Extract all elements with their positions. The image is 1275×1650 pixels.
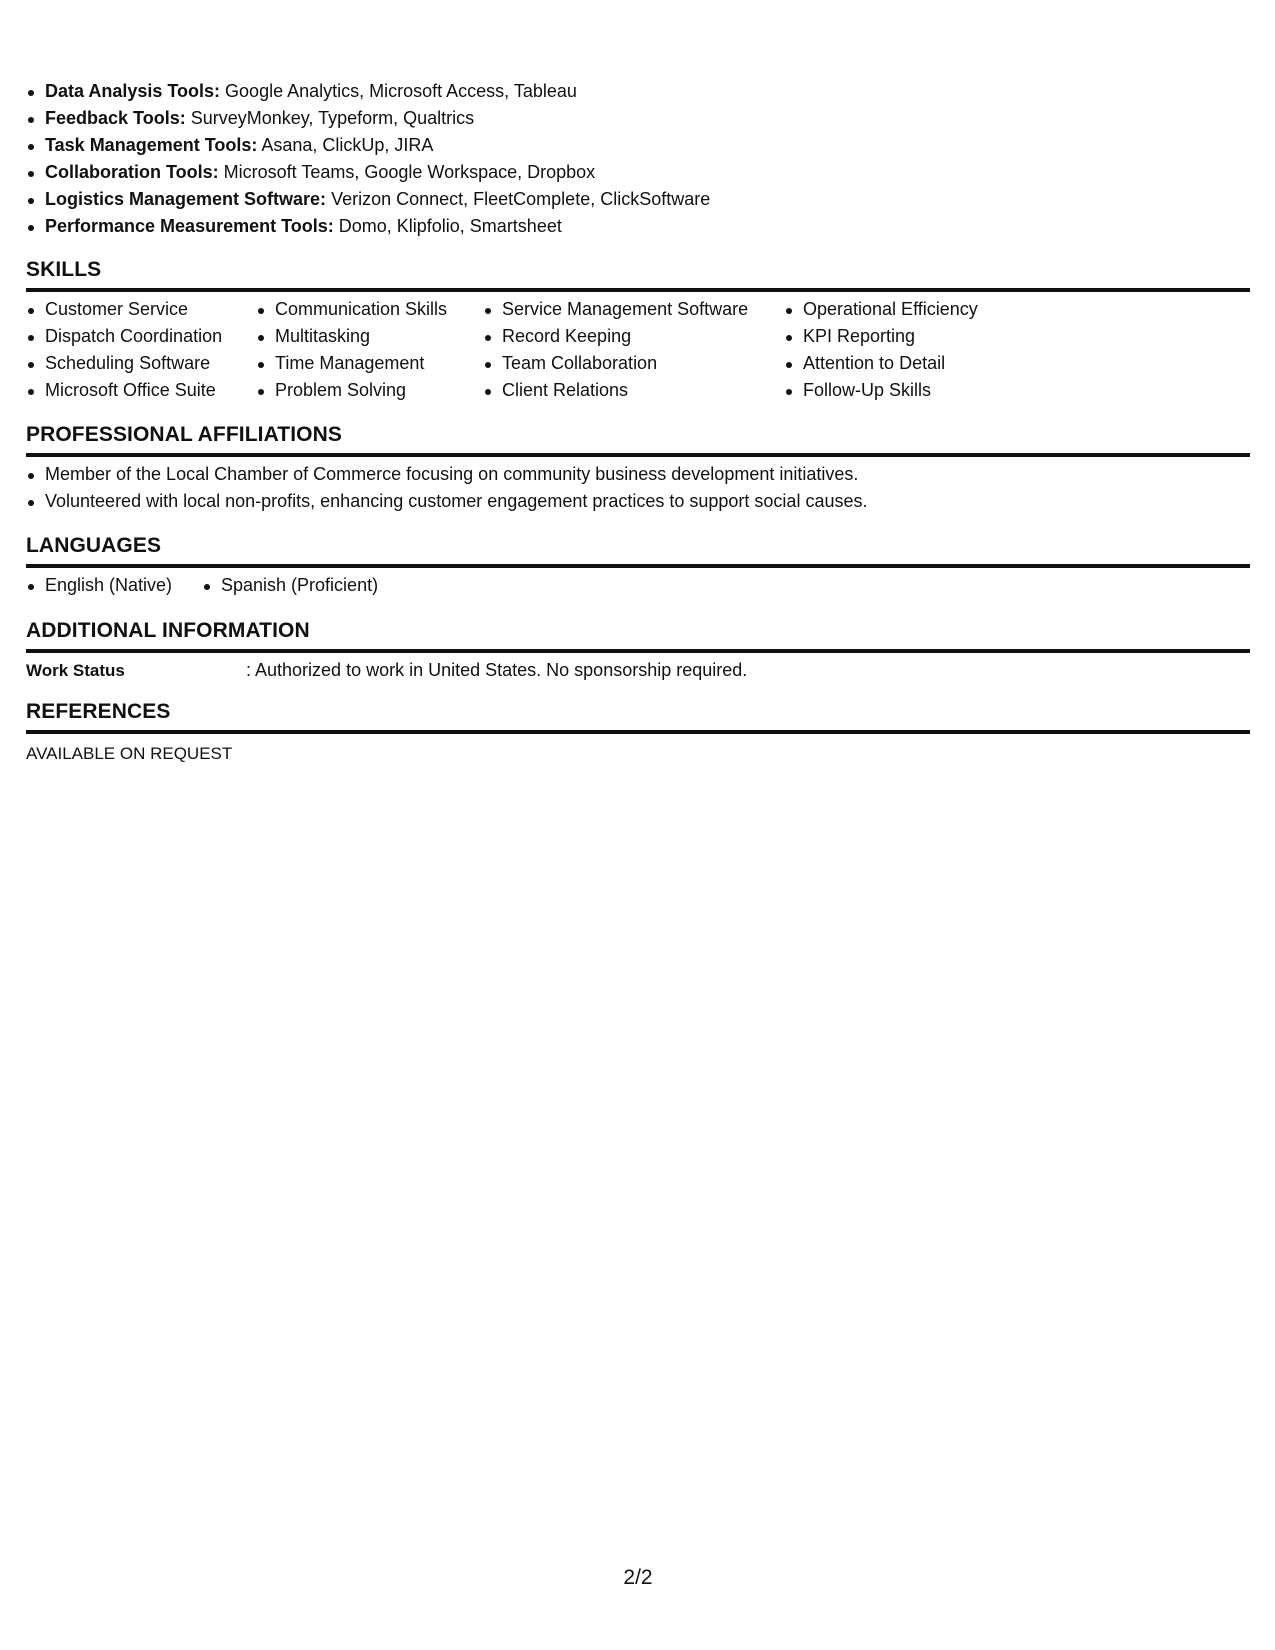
skill-item: KPI Reporting	[784, 323, 978, 350]
skills-section	[26, 256, 1250, 406]
section-title: SKILLS	[26, 258, 102, 281]
skill-item: Scheduling Software	[26, 350, 222, 377]
skill-item: Multitasking	[256, 323, 447, 350]
skill-item: Follow-Up Skills	[784, 377, 978, 404]
work-status-label: Work Status	[26, 661, 125, 680]
references-section	[26, 698, 1250, 767]
additional-info-section	[26, 617, 1250, 684]
skill-item: Client Relations	[483, 377, 748, 404]
language-item: Spanish (Proficient)	[202, 572, 378, 599]
resume-page	[26, 0, 1250, 1650]
skills-column	[483, 296, 748, 404]
skill-item: Time Management	[256, 350, 447, 377]
list-item	[26, 186, 710, 213]
tool-category-label: Collaboration Tools:	[45, 162, 219, 182]
skill-item: Attention to Detail	[784, 350, 978, 377]
section-title: ADDITIONAL INFORMATION	[26, 619, 310, 642]
page-number: 2/2	[623, 1566, 653, 1589]
skills-column	[256, 296, 447, 404]
tool-category-label: Data Analysis Tools:	[45, 81, 221, 101]
tool-category-value: Google Analytics, Microsoft Access, Tableau	[220, 81, 577, 101]
languages-row	[26, 572, 1250, 599]
tool-category-label: Performance Measurement Tools:	[45, 216, 334, 236]
list-item	[26, 105, 710, 132]
skill-item: Communication Skills	[256, 296, 447, 323]
section-title: REFERENCES	[26, 700, 171, 723]
skill-item: Operational Efficiency	[784, 296, 978, 323]
tool-category-value: Microsoft Teams, Google Workspace, Dropbox	[218, 162, 596, 182]
skill-item: Customer Service	[26, 296, 222, 323]
section-divider	[26, 288, 1250, 292]
skills-column	[784, 296, 978, 404]
language-item: English (Native)	[26, 572, 172, 599]
tool-category-label: Feedback Tools:	[45, 108, 186, 128]
skill-item: Team Collaboration	[483, 350, 748, 377]
section-divider	[26, 649, 1250, 653]
languages-section	[26, 532, 1250, 599]
list-item	[26, 213, 710, 240]
tool-category-value: Verizon Connect, FleetComplete, ClickSoftware	[326, 189, 711, 209]
list-item	[26, 132, 710, 159]
skill-item: Microsoft Office Suite	[26, 377, 222, 404]
section-divider	[26, 730, 1250, 734]
skill-item: Service Management Software	[483, 296, 748, 323]
tool-category-label: Task Management Tools:	[45, 135, 258, 155]
skill-item: Dispatch Coordination	[26, 323, 222, 350]
skill-item: Problem Solving	[256, 377, 447, 404]
work-status-value: : Authorized to work in United States. No sponsorship required.	[246, 660, 748, 680]
skills-grid	[26, 296, 1250, 406]
affiliations-list	[26, 461, 1250, 515]
section-title: LANGUAGES	[26, 534, 162, 557]
skill-item: Record Keeping	[483, 323, 748, 350]
affiliations-section	[26, 421, 1250, 515]
section-title: PROFESSIONAL AFFILIATIONS	[26, 423, 342, 446]
references-text: AVAILABLE ON REQUEST	[26, 744, 233, 763]
tool-category-label: Logistics Management Software:	[45, 189, 327, 209]
tools-list	[26, 78, 710, 240]
list-item	[26, 159, 710, 186]
section-divider	[26, 564, 1250, 568]
skills-column	[26, 296, 222, 404]
section-divider	[26, 453, 1250, 457]
list-item	[26, 78, 710, 105]
list-item: Volunteered with local non-profits, enhancing customer engagement practices to support social causes.	[26, 488, 1250, 515]
work-status-row	[26, 657, 1250, 684]
tool-category-value: Domo, Klipfolio, Smartsheet	[333, 216, 562, 236]
tool-category-value: Asana, ClickUp, JIRA	[257, 135, 434, 155]
tool-category-value: SurveyMonkey, Typeform, Qualtrics	[185, 108, 475, 128]
list-item: Member of the Local Chamber of Commerce focusing on community business development initiatives.	[26, 461, 1250, 488]
